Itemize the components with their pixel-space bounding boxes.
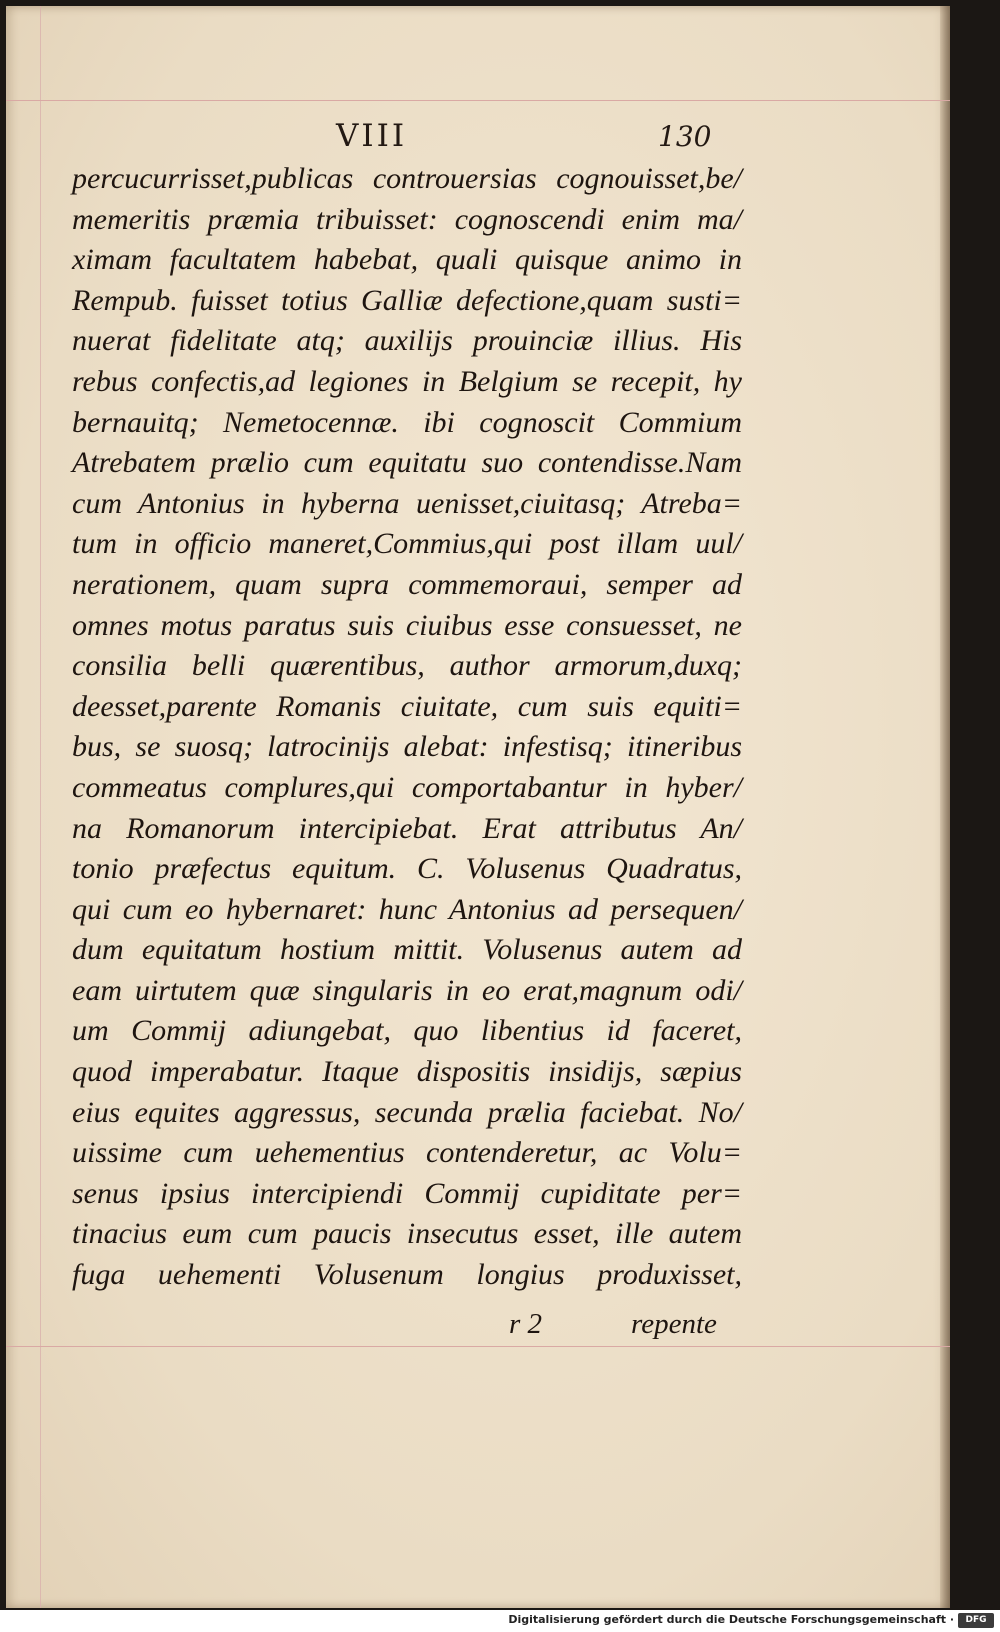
text-line: memeritis præmia tribuisset: cognoscendi enim ma/	[72, 202, 742, 236]
page-number: 130	[658, 120, 712, 153]
text-line: uissime cum uehementius contenderetur, ac Volu=	[72, 1136, 742, 1170]
text-line: rebus confectis,ad legiones in Belgium se recepit, hy	[72, 364, 742, 398]
running-head: VIII	[336, 118, 408, 154]
text-line: um Commij adiungebat, quo libentius id faceret,	[72, 1014, 742, 1048]
text-line: omnes motus paratus suis ciuibus esse consuesset, ne	[72, 608, 742, 642]
text-line: dum equitatum hostium mittit. Volusenus autem ad	[72, 933, 742, 967]
book-page	[6, 6, 950, 1608]
text-line: nerationem, quam supra commemoraui, semper ad	[72, 567, 742, 601]
text-line: Atrebatem prælio cum equitatu suo contendisse.Nam	[72, 446, 742, 480]
catchword: repente	[631, 1308, 717, 1340]
text-line: consilia belli quærentibus, author armorum,duxq;	[72, 649, 742, 683]
text-line: fuga uehementi Volusenum longius produxisset,	[72, 1258, 742, 1292]
text-line: quod imperabatur. Itaque dispositis insidijs, sæpius	[72, 1055, 742, 1089]
funding-credit: Digitalisierung gefördert durch die Deutsche Forschungsgemeinschaft ·	[508, 1613, 954, 1626]
text-line: eius equites aggressus, secunda prælia faciebat. No/	[72, 1095, 742, 1129]
text-line: na Romanorum intercipiebat. Erat attributus An/	[72, 811, 742, 845]
body-text	[72, 159, 742, 1296]
text-line: bus, se suosq; latrocinijs alebat: infestisq; itineribus	[72, 730, 742, 764]
signature-mark: r 2	[509, 1308, 543, 1340]
text-line: eam uirtutem quæ singularis in eo erat,magnum odi/	[72, 973, 742, 1007]
dfg-logo-icon: DFG	[958, 1613, 994, 1628]
text-line: nuerat fidelitate atq; auxilijs prouinciæ illius. His	[72, 324, 742, 358]
margin-rule-top	[6, 100, 950, 101]
text-line: commeatus complures,qui comportabantur in hyber/	[72, 770, 742, 804]
text-line: senus ipsius intercipiendi Commij cupiditate per=	[72, 1176, 742, 1210]
text-line: tonio præfectus equitum. C. Volusenus Quadratus,	[72, 852, 742, 886]
credit-bar	[0, 1610, 1000, 1632]
text-line: Rempub. fuisset totius Galliæ defectione,quam susti=	[72, 283, 742, 317]
text-line: ximam facultatem habebat, quali quisque animo in	[72, 243, 742, 277]
text-line: deesset,parente Romanis ciuitate, cum suis equiti=	[72, 689, 742, 723]
margin-rule-left	[40, 6, 41, 1608]
page-footer	[6, 1308, 950, 1348]
text-line: tum in officio maneret,Commius,qui post illam uul/	[72, 527, 742, 561]
text-line: tinacius eum cum paucis insecutus esset, ille autem	[72, 1217, 742, 1251]
page-edge-shadow	[940, 6, 950, 1608]
text-line: bernauitq; Nemetocennæ. ibi cognoscit Commium	[72, 405, 742, 439]
page-header	[6, 118, 950, 162]
text-line: cum Antonius in hyberna uenisset,ciuitasq; Atreba=	[72, 486, 742, 520]
text-line: qui cum eo hybernaret: hunc Antonius ad persequen/	[72, 892, 742, 926]
text-line: percucurrisset,publicas controuersias cognouisset,be/	[72, 162, 742, 195]
